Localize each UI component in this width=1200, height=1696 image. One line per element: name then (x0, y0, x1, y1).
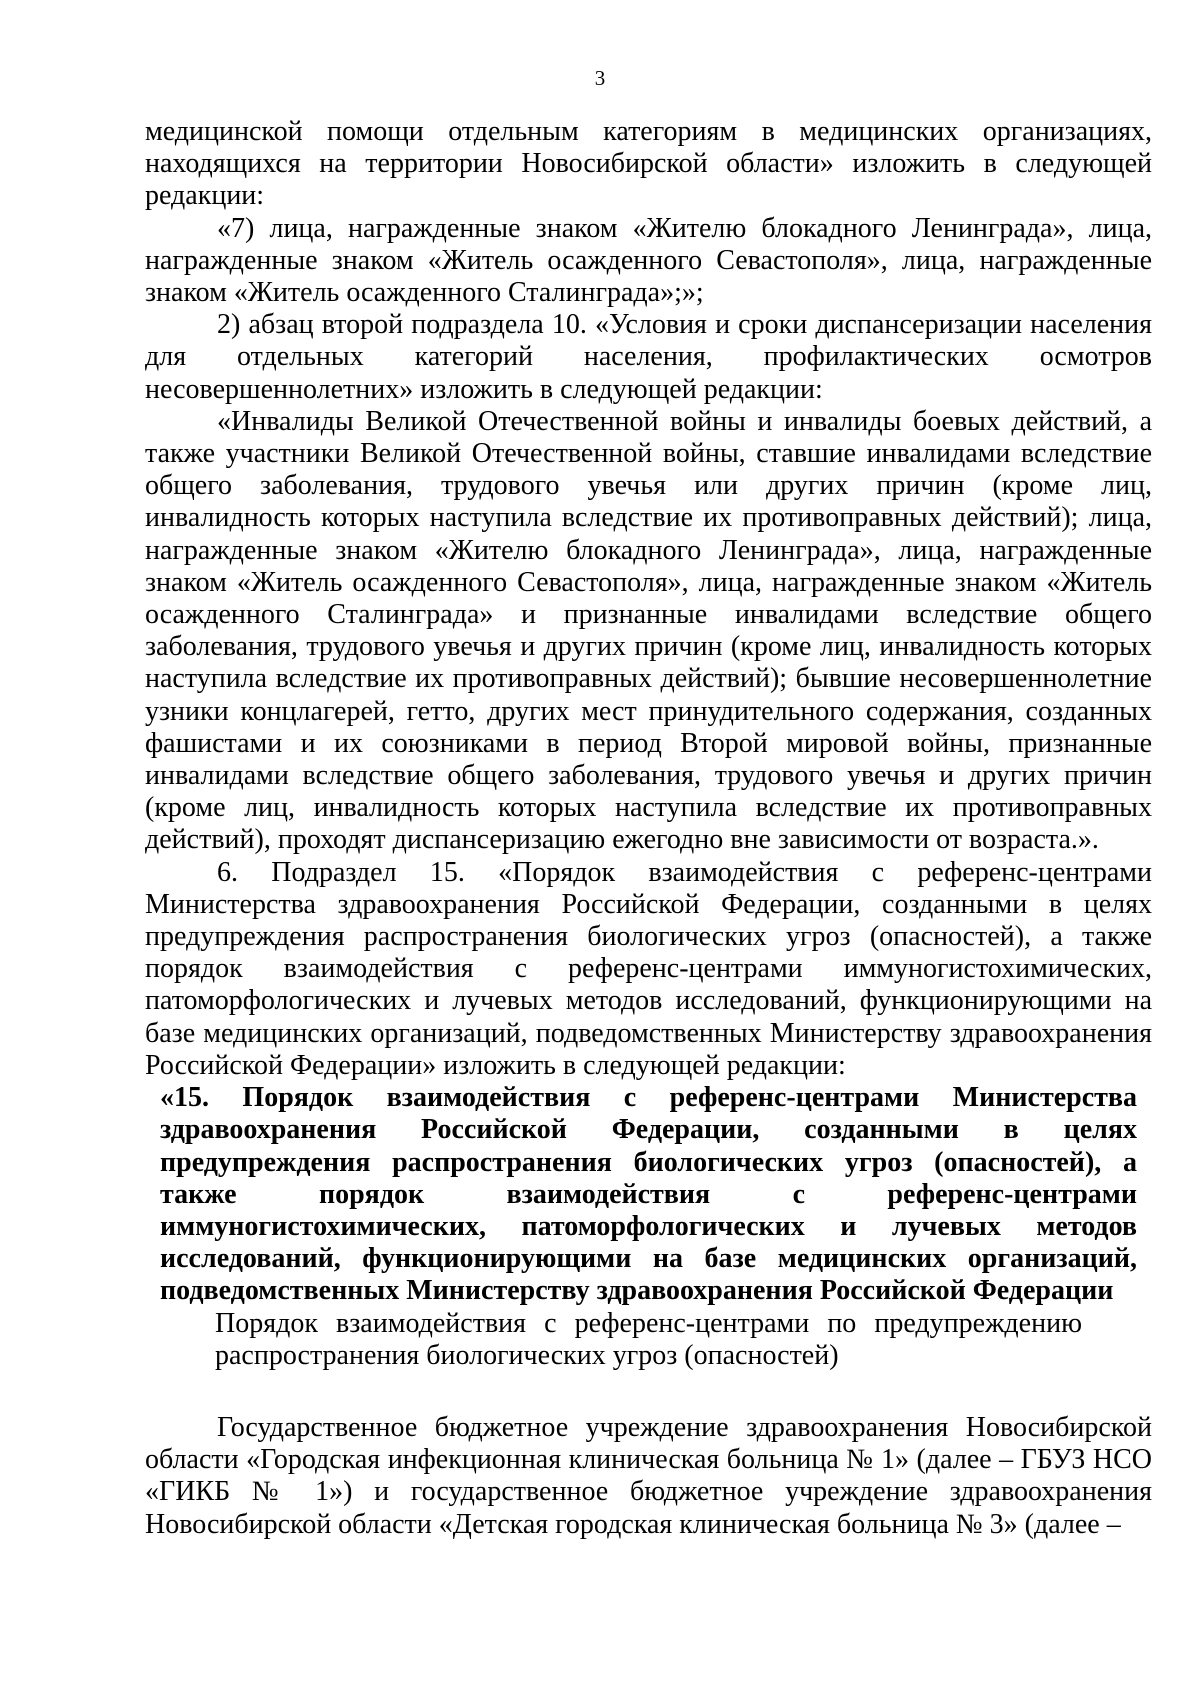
paragraph-item-6: 6. Подраздел 15. «Порядок взаимодействия с референс-центрами Министерства здравоохранения Российской Федерации, созданными в целях предупреждения распространения биологических угроз (опасностей), а также порядок взаимодействия с референс-центрами иммуногистохимических, патоморфологических и лучевых методов исследований, функционирующими на базе медицинских организаций, подведомственных Министерству здравоохранения Российской Федерации» изложить в следующей редакции: (145, 856, 1152, 1081)
paragraph-item-7: «7) лица, награжденные знаком «Жителю блокадного Ленинграда», лица, награжденные знаком «Житель осажденного Севастополя», лица, награжденные знаком «Житель осажденного Сталинграда»;»; (145, 212, 1152, 309)
paragraph-item-2: 2) абзац второй подраздела 10. «Условия и сроки диспансеризации населения для отдельных категорий населения, профилактических осмотров несовершеннолетних» изложить в следующей редакции: (145, 309, 1152, 405)
page-number: 3 (594, 66, 606, 90)
section-heading: «15. Порядок взаимодействия с референс-центрами Министерства здравоохранения Российской Федерации, созданными в целях предупреждения распространения биологических угроз (опасностей), а также порядок взаимодействия с референс-центрами иммуногистохимических, патоморфологических и лучевых методов исследований, функционирующими на базе медицинских организаций, подведомственных Министерству здравоохранения Российской Федерации (160, 1082, 1137, 1307)
paragraph-closing: Государственное бюджетное учреждение здравоохранения Новосибирской области «Городская инфекционная клиническая больница № 1» (далее – ГБУЗ НСО «ГИКБ № 1») и государственное бюджетное учреждение здравоохранения Новосибирской области «Детская городская клиническая больница № 3» (далее – (145, 1411, 1152, 1540)
paragraph-continuation: медицинской помощи отдельным категориям в медицинских организациях, находящихся на территории Новосибирской области» изложить в следующей редакции: (145, 116, 1152, 212)
subsection-heading: Порядок взаимодействия с референс-центрами по предупреждению распространения биологических угроз (опасностей) (215, 1307, 1082, 1371)
paragraph-invalids: «Инвалиды Великой Отечественной войны и инвалиды боевых действий, а также участники Великой Отечественной войны, ставшие инвалидами вследствие общего заболевания, трудового увечья или других причин (кроме лиц, инвалидность которых наступила вследствие их противоправных действий); лица, награжденные знаком «Жителю блокадного Ленинграда», лица, награжденные знаком «Житель осажденного Севастополя», лица, награжденные знаком «Житель осажденного Сталинграда» и признанные инвалидами вследствие общего заболевания, трудового увечья и других причин (кроме лиц, инвалидность которых наступила вследствие их противоправных действий); бывшие несовершеннолетние узники концлагерей, гетто, других мест принудительного содержания, созданных фашистами и их союзниками в период Второй мировой войны, признанные инвалидами вследствие общего заболевания, трудового увечья и других причин (кроме лиц, инвалидность которых наступила вследствие их противоправных действий), проходят диспансеризацию ежегодно вне зависимости от возраста.». (145, 405, 1152, 856)
document-body (145, 116, 1152, 1541)
